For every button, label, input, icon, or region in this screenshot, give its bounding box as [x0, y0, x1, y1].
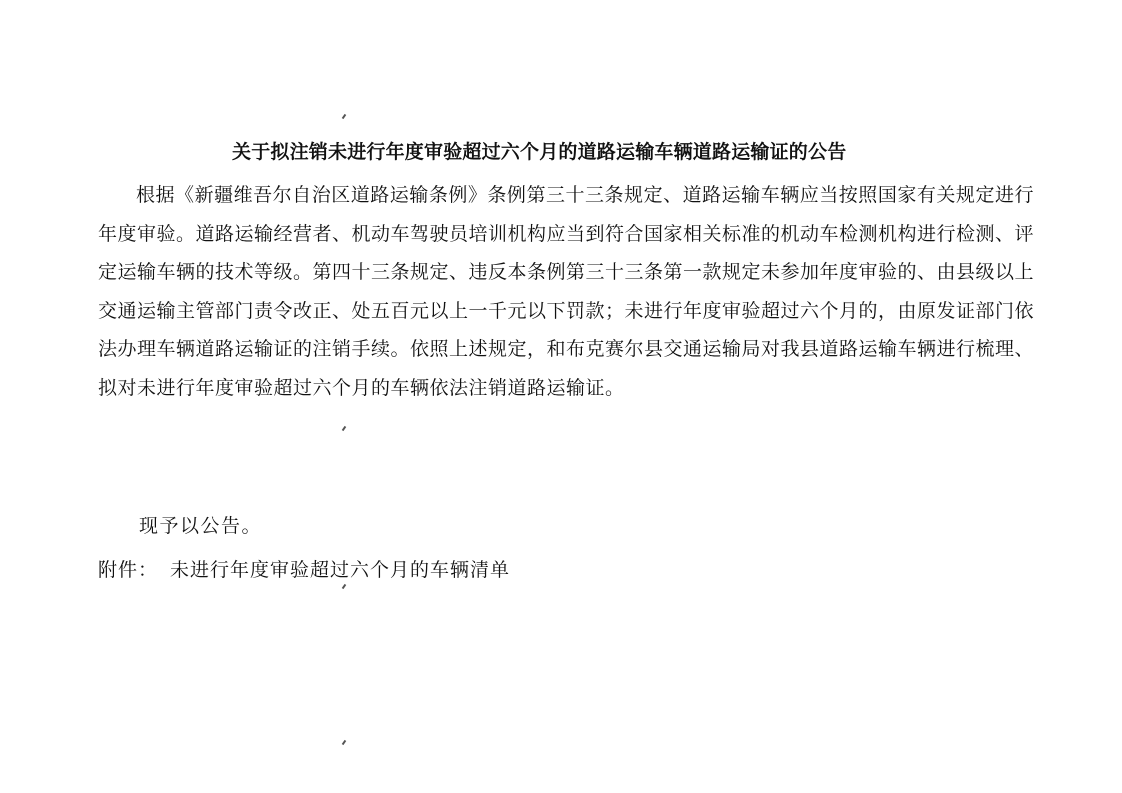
body-paragraph: 根据《新疆维吾尔自治区道路运输条例》条例第三十三条规定、道路运输车辆应当按照国家有关规定进行年度审验。道路运输经营者、机动车驾驶员培训机构应当到符合国家相关标准的机动车检测机构进行检测、评定运输车辆的技术等级。第四十三条规定、违反本条例第三十三条第一款规定未参加年度审验的、由县级以上交通运输主管部门责令改正、处五百元以上一千元以下罚款；未进行年度审验超过六个月的，由原发证部门依法办理车辆道路运输证的注销手续。依照上述规定，和布克赛尔县交通运输局对我县道路运输车辆进行梳理、拟对未进行年度审验超过六个月的车辆依法注销道路运输证。: [98, 184, 1035, 399]
scan-mark: [342, 740, 347, 745]
scan-mark: [342, 584, 347, 589]
document-title: 关于拟注销未进行年度审验超过六个月的道路运输车辆道路运输证的公告: [232, 141, 847, 163]
scan-mark: [342, 426, 347, 431]
attachment-text: 未进行年度审验超过六个月的车辆清单: [170, 559, 511, 581]
notice-line: 现予以公告。: [139, 515, 263, 537]
scan-mark: [342, 114, 347, 119]
attachment-label: 附件：: [98, 559, 159, 581]
attachment-line: [98, 556, 510, 584]
